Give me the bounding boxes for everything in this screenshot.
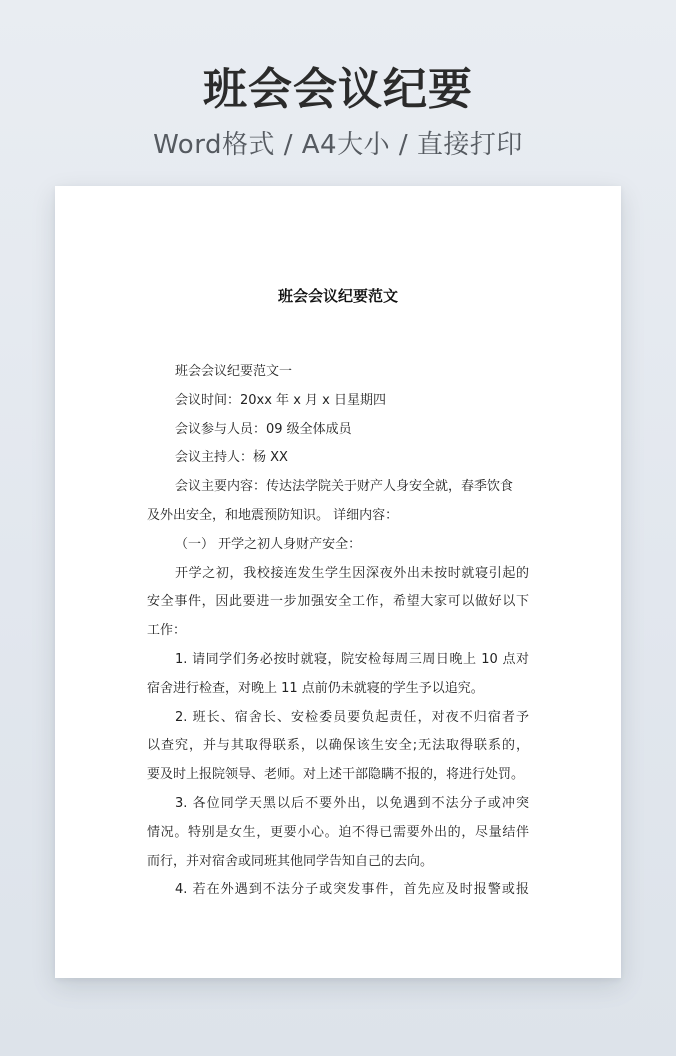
page-title: 班会会议纪要 [203,64,473,115]
numbered-item-line: 3. 各位同学天黑以后不要外出，以免遇到不法分子或冲突 [175,795,529,811]
section-heading: （一） 开学之初人身财产安全： [175,536,362,552]
paragraph-line: 开学之初，我校接连发生学生因深夜外出未按时就寝引起的 [175,565,529,581]
numbered-item-line: 情况。特别是女生，更要小心。迫不得已需要外出的，尽量结伴 [147,824,529,840]
numbered-item-line: 而行，并对宿舍或同班其他同学告知自己的去向。 [147,853,434,869]
content-line-1: 会议主要内容：传达法学院关于财产人身安全就，春季饮食 [175,479,514,495]
numbered-item-line: 要及时上报院领导、老师。对上述干部隐瞒不报的，将进行处罚。 [147,767,525,783]
numbered-item-line: 1. 请同学们务必按时就寝，院安检每周三周日晚上 10 点对 [175,651,529,667]
numbered-item-line: 宿舍进行检查，对晚上 11 点前仍未就寝的学生予以追究。 [147,680,484,696]
numbered-item-line: 2. 班长、宿舍长、安检委员要负起责任，对夜不归宿者予 [175,709,529,725]
document-line: 班会会议纪要范文一 [175,364,293,379]
host-line: 会议主持人：杨 XX [175,450,288,466]
document-page [55,186,621,978]
document-body [147,358,529,905]
numbered-item-line: 4. 若在外遇到不法分子或突发事件，首先应及时报警或报 [175,882,529,898]
page-header [0,62,676,162]
document-title: 班会会议纪要范文 [277,287,398,305]
content-line-2: 及外出安全，和地震预防知识。 详细内容： [147,507,399,523]
meeting-time-line: 会议时间：20xx 年 x 月 x 日星期四 [175,392,386,408]
paragraph-line: 安全事件，因此要进一步加强安全工作，希望大家可以做好以下 [147,594,529,610]
participants-line: 会议参与人员：09 级全体成员 [175,421,352,437]
numbered-item-line: 以查究，并与其取得联系，以确保该生安全;无法取得联系的， [147,738,529,754]
paragraph-line: 工作： [147,623,187,639]
page-subtitle: Word格式 / A4大小 / 直接打印 [153,130,523,160]
